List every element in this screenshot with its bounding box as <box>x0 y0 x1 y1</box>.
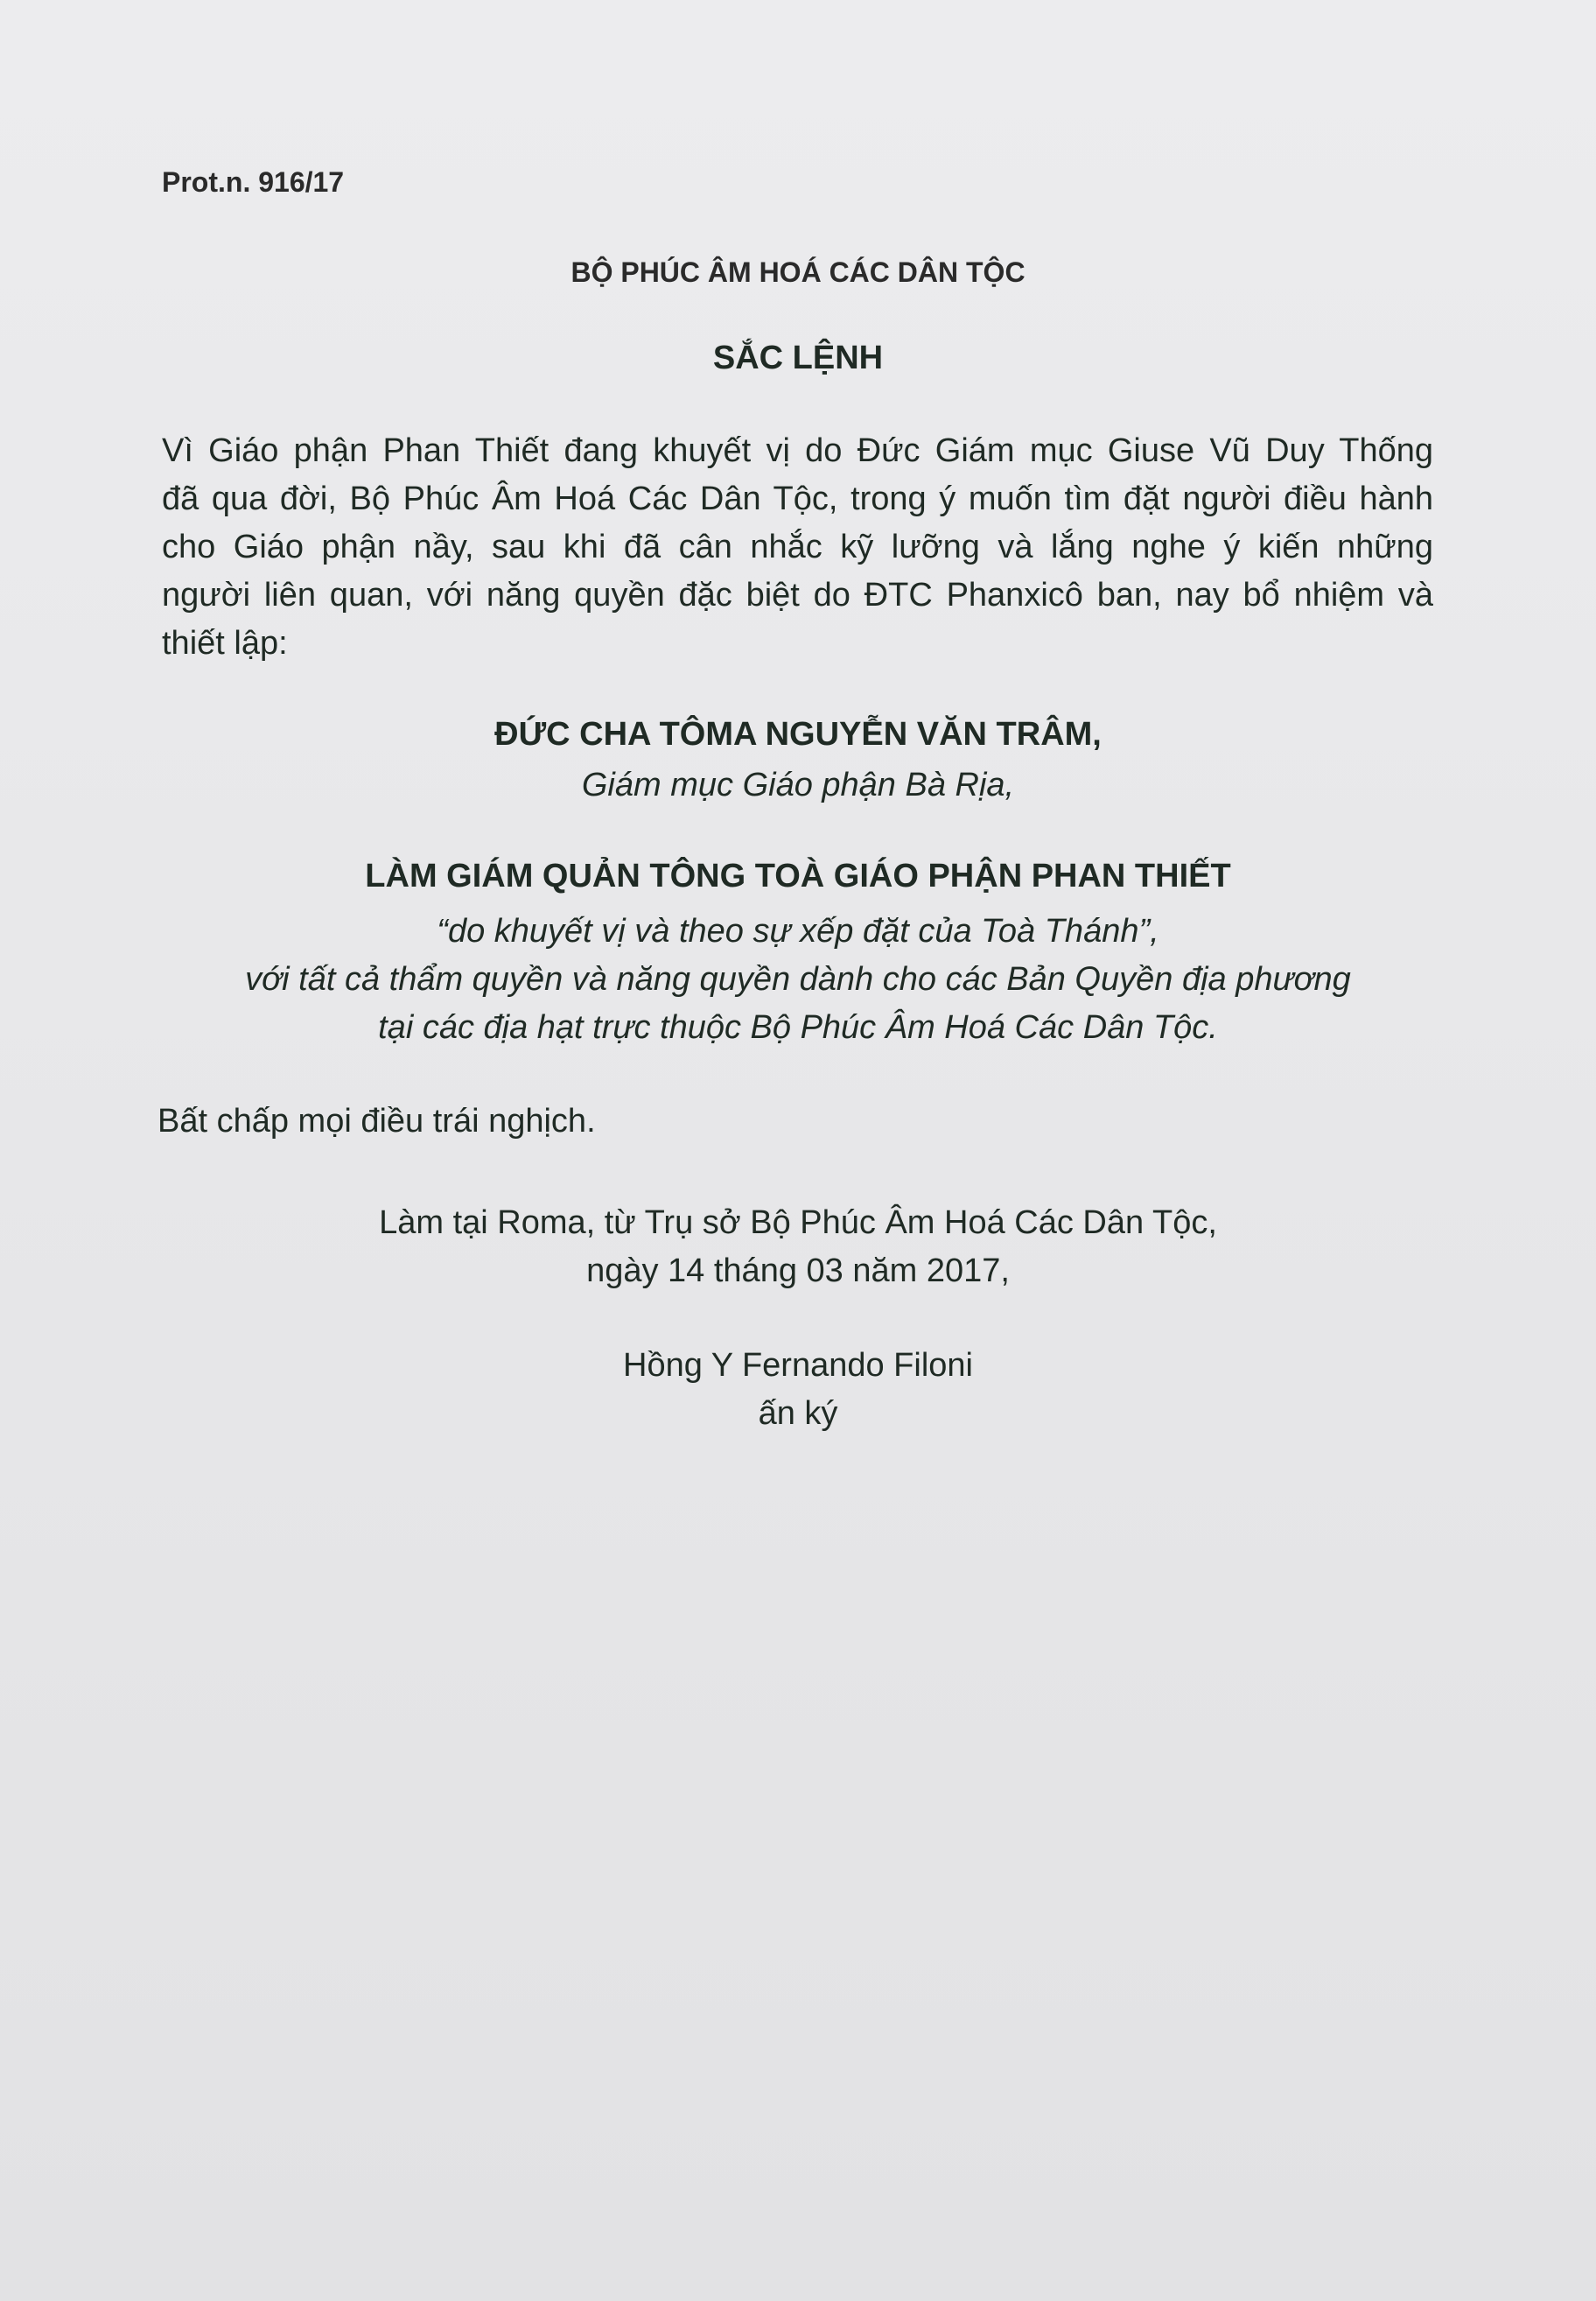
body-line: cho Giáo phận nầy, sau khi đã cân nhắc kỹ lưỡng và lắng nghe ý kiến những <box>162 529 1433 565</box>
decree-title: SẮC LỆNH <box>712 340 884 376</box>
signature-block <box>0 1342 1596 1438</box>
appointment-detail-line: với tất cả thẩm quyền và năng quyền dành cho các Bản Quyền địa phương <box>245 961 1351 998</box>
appointment-detail-line: tại các địa hạt trực thuộc Bộ Phúc Âm Hoá Các Dân Tộc. <box>378 1009 1218 1046</box>
signatory-name: Hồng Y Fernando Filoni <box>623 1347 973 1384</box>
body-line: đã qua đời, Bộ Phúc Âm Hoá Các Dân Tộc, trong ý muốn tìm đặt người điều hành <box>162 481 1433 517</box>
body-line: thiết lập: <box>162 625 288 662</box>
notwithstanding-clause: Bất chấp mọi điều trái nghịch. <box>158 1103 596 1140</box>
appointee-name: ĐỨC CHA TÔMA NGUYỄN VĂN TRÂM, <box>494 716 1102 753</box>
given-at-line: Làm tại Roma, từ Trụ sở Bộ Phúc Âm Hoá Các Dân Tộc, <box>379 1204 1217 1241</box>
signature-note: ấn ký <box>758 1395 838 1432</box>
body-line: Vì Giáo phận Phan Thiết đang khuyết vị do Đức Giám mục Giuse Vũ Duy Thống <box>162 432 1433 469</box>
department-heading: BỘ PHÚC ÂM HOÁ CÁC DÂN TỘC <box>570 256 1026 288</box>
appointee-title: Giám mục Giáo phận Bà Rịa, <box>581 767 1015 803</box>
protocol-number: Prot.n. 916/17 <box>162 166 345 198</box>
given-at-line: ngày 14 tháng 03 năm 2017, <box>586 1252 1010 1289</box>
appointment-role: LÀM GIÁM QUẢN TÔNG TOÀ GIÁO PHẬN PHAN THIẾT <box>365 858 1231 894</box>
appointment-details <box>0 908 1596 1052</box>
given-at <box>0 1199 1596 1295</box>
appointment-detail-line: “do khuyết vị và theo sự xếp đặt của Toà Thánh”, <box>437 913 1159 950</box>
body-paragraph <box>162 427 1433 668</box>
body-line: người liên quan, với năng quyền đặc biệt do ĐTC Phanxicô ban, nay bổ nhiệm và <box>162 577 1433 614</box>
